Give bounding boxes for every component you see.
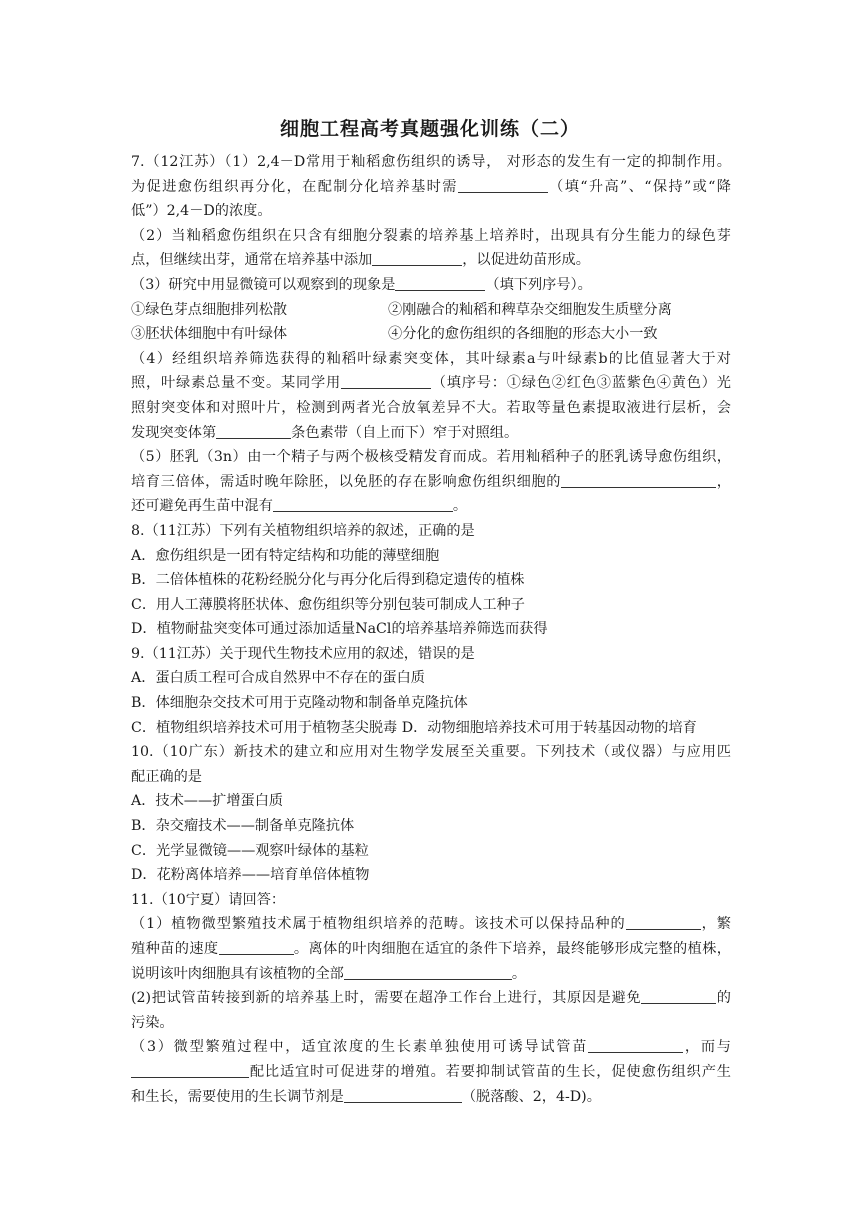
text-line: A．愈伤组织是一团有特定结构和功能的薄壁细胞: [131, 547, 440, 564]
text-line: 7.（12江苏）（1）2,4－D常用于籼稻愈伤组织的诱导， 对形态的发生有一定的抑制作用。: [131, 154, 731, 170]
text-segment: （填序号：①绿色②红色③蓝紫色④黄色）光: [431, 375, 731, 392]
text-segment: 照，叶绿素总量不变。某同学用: [131, 375, 341, 392]
text-line: D．植物耐盐突变体可通过添加适量NaCl的培养基培养筛选而获得: [131, 621, 548, 638]
text-segment: ，: [716, 473, 731, 490]
text-segment: （填下列序号）。: [485, 276, 592, 293]
text-segment: （填“升高”、“保持”或“降: [547, 178, 731, 195]
text-segment: 为促进愈伤组织再分化，在配制分化培养基时需: [131, 178, 458, 195]
text-line: （4）经组织培养筛选获得的籼稻叶绿素突变体，其叶绿素a与叶绿素b的比值显著大于对: [131, 350, 731, 367]
text-line: [131, 273, 731, 298]
text-line: A．技术——扩增蛋白质: [131, 793, 284, 810]
option-text: ②刚融合的籼稻和稗草杂交细胞发生质壁分离: [388, 301, 672, 318]
text-line: C．光学显微镜——观察叶绿体的基粒: [131, 842, 369, 859]
text-segment: 条色素带（自上而下）窄于对照组。: [291, 424, 519, 441]
text-line: B．杂交瘤技术——制备单克隆抗体: [131, 818, 355, 835]
text-line: C．植物组织培养技术可用于植物茎尖脱毒 D．动物细胞培养技术可用于转基因动物的培育: [131, 719, 697, 736]
text-line: [131, 1035, 731, 1060]
text-line: [131, 371, 731, 396]
answer-blank[interactable]: [273, 496, 453, 512]
answer-blank[interactable]: [588, 1037, 683, 1053]
text-line: A．蛋白质工程可合成自然界中不存在的蛋白质: [131, 670, 425, 687]
option-text: ①绿色芽点细胞排列松散: [131, 301, 288, 318]
text-line: [131, 494, 731, 519]
text-segment: 点，但继续出芽，通常在培养基中添加: [131, 252, 373, 269]
page-title: 细胞工程高考真题强化训练（二）: [279, 118, 580, 140]
answer-blank[interactable]: [344, 1087, 462, 1103]
text-segment: （3）研究中用显微镜可以观察到的现象是: [131, 276, 396, 293]
text-segment: 。: [452, 498, 468, 515]
text-line: [131, 421, 731, 446]
text-segment: ，而与: [683, 1039, 731, 1056]
text-segment: （3）微型繁殖过程中，适宜浓度的生长素单独使用可诱导试管苗: [131, 1039, 589, 1056]
text-line: B．二倍体植株的花粉经脱分化与再分化后得到稳定遗传的植株: [131, 572, 525, 589]
answer-blank[interactable]: [458, 177, 548, 193]
text-segment: 说明该叶肉细胞具有该植物的全部: [131, 965, 344, 982]
text-line: [131, 298, 731, 323]
text-segment: 。: [511, 965, 527, 982]
text-line: [131, 322, 731, 347]
answer-blank[interactable]: [131, 1062, 249, 1078]
text-line: [131, 248, 731, 273]
text-line: 8.（11江苏）下列有关植物组织培养的叙述，正确的是: [131, 522, 475, 539]
text-segment: （脱落酸、2，4-D)。: [461, 1088, 601, 1105]
text-line: [131, 937, 731, 962]
document-body: [131, 150, 731, 1109]
text-line: 低”）2,4－D的浓度。: [131, 203, 272, 220]
text-segment: 。离体的叶肉细胞在适宜的条件下培养，最终能够形成完整的植株，: [293, 941, 731, 957]
text-line: D．花粉离体培养——培育单倍体植物: [131, 867, 370, 884]
text-line: [131, 175, 731, 200]
answer-blank[interactable]: [641, 988, 716, 1004]
text-line: 照射突变体和对照叶片，检测到两者光合放氧差异不大。若取等量色素提取液进行层析，会: [131, 399, 731, 416]
text-segment: 和生长，需要使用的生长调节剂是: [131, 1088, 344, 1105]
text-segment: （1）植物微型繁殖技术属于植物组织培养的范畴。该技术可以保持品种的: [131, 916, 626, 933]
text-segment: 配比适宜时可促进芽的增殖。若要抑制试管苗的生长，促使愈伤组织产生: [249, 1063, 731, 1080]
text-segment: 培育三倍体，需适时晚年除胚，以免胚的存在影响愈伤组织细胞的: [131, 473, 562, 490]
text-segment: ，繁: [700, 916, 731, 933]
text-line: 9.（11江苏）关于现代生物技术应用的叙述，错误的是: [131, 645, 475, 662]
answer-blank[interactable]: [219, 939, 294, 955]
option-text: ④分化的愈伤组织的各细胞的形态大小一致: [388, 326, 658, 343]
text-line: 污染。: [131, 1014, 174, 1031]
text-segment: (2)把试管苗转接到新的培养基上时，需要在超净工作台上进行，其原因是避免: [131, 990, 642, 1007]
text-segment: 发现突变体第: [131, 424, 217, 441]
answer-blank[interactable]: [344, 964, 512, 980]
text-line: C．用人工薄膜将胚状体、愈伤组织等分别包装可制成人工种子: [131, 596, 525, 613]
option-text: ③胚状体细胞中有叶绿体: [131, 326, 288, 343]
text-line: （2）当籼稻愈伤组织在只含有细胞分裂素的培养基上培养时，出现具有分生能力的绿色芽: [131, 227, 731, 244]
answer-blank[interactable]: [341, 373, 431, 389]
text-line: B．体细胞杂交技术可用于克隆动物和制备单克隆抗体: [131, 695, 468, 712]
answer-blank[interactable]: [561, 472, 716, 488]
answer-blank[interactable]: [372, 250, 462, 266]
text-line: [131, 1085, 731, 1110]
text-line: （5）胚乳（3n）由一个精子与两个极核受精发育而成。若用籼稻种子的胚乳诱导愈伤组织，: [131, 449, 731, 466]
text-line: [131, 912, 731, 937]
answer-blank[interactable]: [395, 275, 485, 291]
text-segment: ，以促进幼苗形成。: [462, 252, 590, 269]
answer-blank[interactable]: [216, 423, 291, 439]
text-segment: 还可避免再生苗中混有: [131, 498, 273, 515]
text-line: [131, 1060, 731, 1085]
text-line: [131, 470, 731, 495]
text-line: 配正确的是: [131, 768, 202, 785]
text-line: [131, 986, 731, 1011]
text-line: [131, 962, 731, 987]
text-segment: 的: [716, 990, 731, 1007]
text-segment: 殖种苗的速度: [131, 941, 219, 957]
answer-blank[interactable]: [626, 914, 701, 930]
text-line: 11.（10宁夏）请回答：: [131, 891, 286, 908]
text-line: 10.（10广东）新技术的建立和应用对生物学发展至关重要。下列技术（或仪器）与应用匹: [131, 744, 731, 761]
